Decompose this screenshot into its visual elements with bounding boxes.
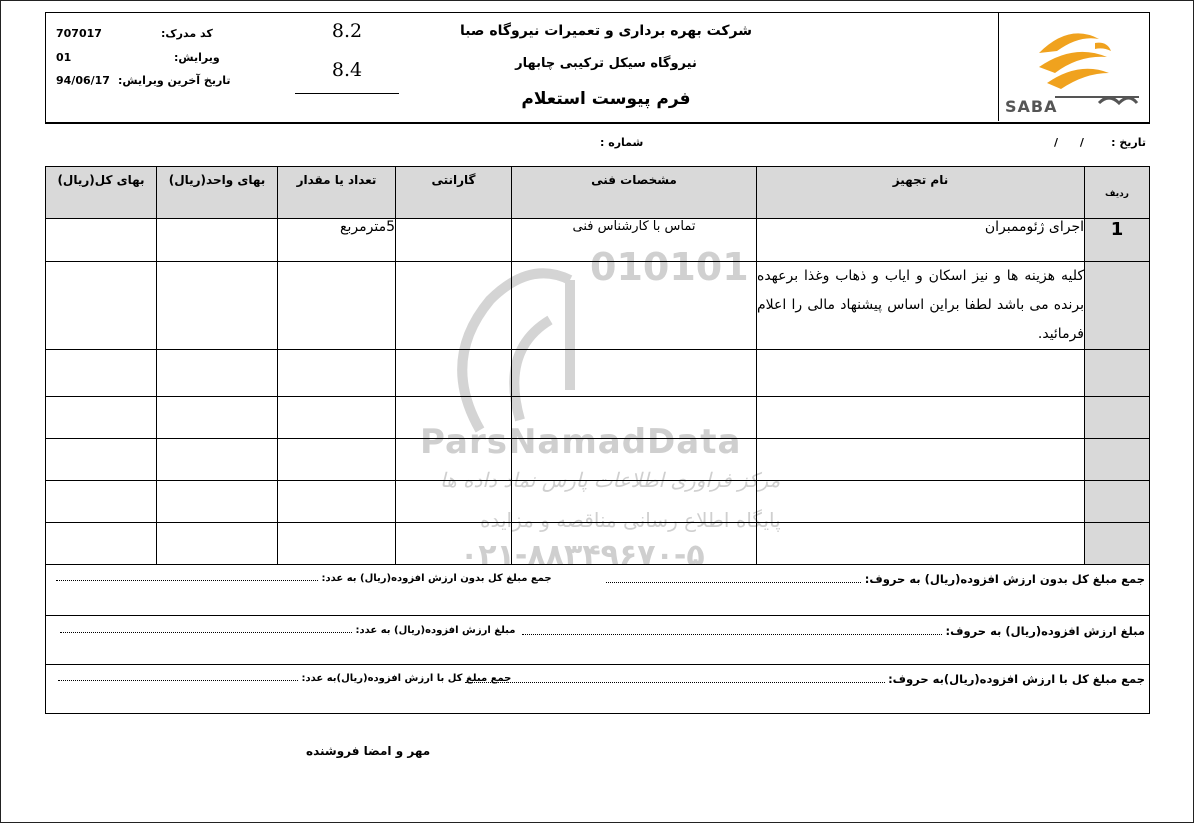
revision-numbers (295, 13, 399, 94)
divider (46, 615, 1149, 616)
total-with-vat-digits (58, 672, 511, 684)
empty-cell (46, 439, 157, 481)
empty-cell (46, 481, 157, 523)
doc-code-value: 707017 (56, 27, 102, 40)
empty-cell (757, 397, 1085, 439)
date-value: / / (1054, 136, 1084, 149)
totals-section (45, 564, 1150, 714)
divider (46, 664, 1149, 665)
table-row (46, 439, 1150, 481)
empty-cell (157, 350, 278, 397)
total-no-vat-digits (56, 572, 552, 584)
total-with-vat-digits-label: جمع مبلغ کل با ارزش افزوده(ریال)به عدد: (301, 673, 512, 684)
items-table (45, 166, 1150, 565)
empty-cell (512, 439, 757, 481)
row-spec: تماس با کارشناس فنی (512, 219, 757, 262)
saba-logo (998, 13, 1149, 121)
empty-cell (157, 439, 278, 481)
empty-cell (396, 439, 512, 481)
total-with-vat-digits-field[interactable] (58, 672, 298, 681)
vat-letters (522, 624, 1145, 638)
row-index (1085, 523, 1150, 565)
col-header-item: نام تجهیز (757, 167, 1085, 219)
empty-cell (757, 350, 1085, 397)
table-row (46, 262, 1150, 350)
last-rev-date-value: 94/06/17 (56, 74, 110, 87)
col-header-warranty: گارانتی (396, 167, 512, 219)
empty-cell (157, 262, 278, 350)
empty-cell (512, 350, 757, 397)
watermark-digits: 010101 (590, 245, 749, 289)
rev-number-2: 8.4 (331, 59, 363, 81)
col-header-quantity: تعداد یا مقدار (278, 167, 396, 219)
table-row (46, 350, 1150, 397)
form-title: فرم پیوست استعلام (521, 89, 691, 109)
col-header-index: ردیف (1085, 167, 1150, 219)
watermark-phone: ۰۲۱-۸۸۳۴۹۶۷۰-۵ (460, 538, 705, 573)
row-index: 1 (1085, 219, 1150, 262)
empty-cell (396, 481, 512, 523)
seller-seal-label: مهر و امضا فروشنده (306, 744, 431, 758)
row-index (1085, 262, 1150, 350)
empty-cell (46, 397, 157, 439)
company-name: شرکت بهره برداری و تعمیرات نیروگاه صبا (459, 23, 753, 39)
empty-cell (157, 523, 278, 565)
empty-cell (46, 262, 157, 350)
col-header-unit-price: بهای واحد(ریال) (157, 167, 278, 219)
empty-cell (757, 439, 1085, 481)
row-unit-price (157, 219, 278, 262)
vat-letters-field[interactable] (522, 626, 942, 635)
empty-cell (512, 523, 757, 565)
empty-cell (157, 481, 278, 523)
empty-cell (278, 397, 396, 439)
row-index (1085, 397, 1150, 439)
row-item-name: اجرای ژئوممبران (757, 219, 1085, 262)
note-text: کلیه هزینه ها و نیز اسکان و ایاب و ذهاب وغذا برعهده برنده می باشد لطفا براین اساس پیشنهاد مالی را اعلام فرمائید. (757, 262, 1085, 350)
rev-number-1: 8.2 (331, 20, 363, 42)
empty-cell (757, 523, 1085, 565)
empty-cell (512, 481, 757, 523)
empty-cell (396, 350, 512, 397)
date-label: تاریخ : (1111, 136, 1146, 149)
empty-cell (757, 481, 1085, 523)
empty-cell (278, 350, 396, 397)
empty-cell (157, 397, 278, 439)
table-row (46, 219, 1150, 262)
col-header-spec: مشخصات فنی (512, 167, 757, 219)
vat-digits-label: مبلغ ارزش افزوده(ریال) به عدد: (355, 625, 516, 636)
empty-cell (46, 350, 157, 397)
number-label: شماره : (600, 136, 644, 149)
empty-cell (278, 439, 396, 481)
revision-value: 01 (56, 51, 72, 64)
watermark-line1: مرکز فراوری اطلاعات پارس نماد داده ها (440, 468, 781, 492)
empty-cell (512, 397, 757, 439)
total-with-vat-letters (465, 672, 1145, 686)
total-with-vat-letters-field[interactable] (465, 674, 885, 683)
total-with-vat-letters-label: جمع مبلغ کل با ارزش افزوده(ریال)به حروف: (888, 672, 1145, 686)
col-header-total-price: بهای کل(ریال) (46, 167, 157, 219)
empty-cell (396, 262, 512, 350)
revision-label: ویرایش: (174, 51, 220, 64)
row-index (1085, 481, 1150, 523)
vat-letters-label: مبلغ ارزش افزوده(ریال) به حروف: (945, 624, 1145, 638)
vat-digits-field[interactable] (60, 624, 352, 633)
logo-latin-text: SABA (1005, 97, 1058, 116)
empty-cell (278, 523, 396, 565)
empty-cell (46, 523, 157, 565)
total-no-vat-letters-field[interactable] (606, 574, 861, 583)
total-no-vat-digits-field[interactable] (56, 572, 318, 581)
row-quantity: 5مترمربع (278, 219, 396, 262)
last-rev-date-label: تاریخ آخرین ویرایش: (118, 74, 231, 87)
row-total-price (46, 219, 157, 262)
total-no-vat-digits-label: جمع مبلغ کل بدون ارزش افزوده(ریال) به عدد: (321, 573, 552, 584)
doc-code-label: کد مدرک: (161, 27, 213, 40)
empty-cell (396, 523, 512, 565)
empty-cell (278, 262, 396, 350)
form-header (45, 12, 1150, 124)
row-index (1085, 350, 1150, 397)
total-no-vat-letters (606, 572, 1145, 586)
plant-name: نیروگاه سیکل ترکیبی چابهار (515, 56, 697, 71)
empty-cell (512, 262, 757, 350)
watermark-line2: پایگاه اطلاع رسانی مناقصه و مزایده (480, 508, 781, 532)
row-warranty (396, 219, 512, 262)
table-row (46, 481, 1150, 523)
table-row (46, 397, 1150, 439)
empty-cell (396, 397, 512, 439)
vat-digits (60, 624, 515, 636)
empty-cell (278, 481, 396, 523)
total-no-vat-letters-label: جمع مبلغ کل بدون ارزش افزوده(ریال) به حروف: (864, 572, 1145, 586)
table-row (46, 523, 1150, 565)
watermark-brand: ParsNamadData (420, 422, 742, 462)
table-header-row (46, 167, 1150, 219)
row-index (1085, 439, 1150, 481)
